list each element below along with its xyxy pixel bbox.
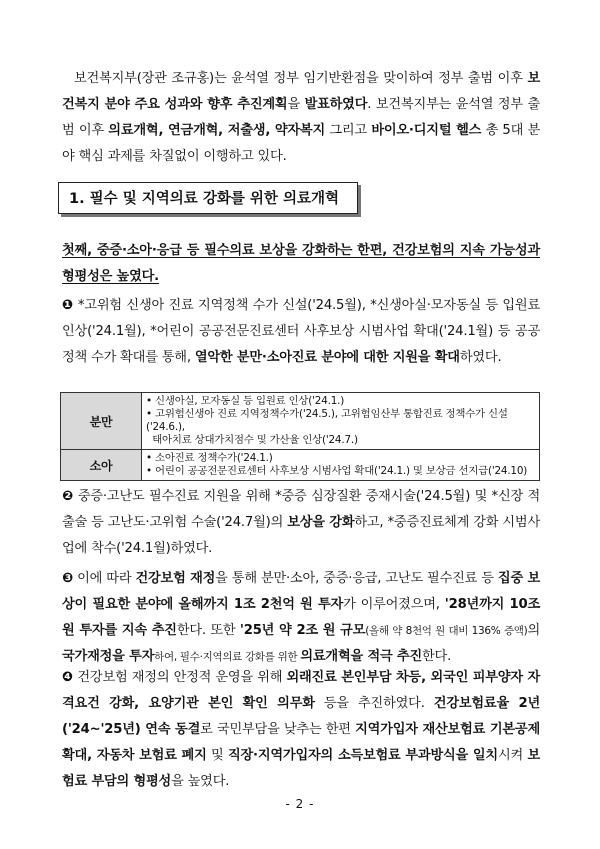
list-item xyxy=(62,293,540,371)
item-text: 한다. 또한 xyxy=(176,623,240,638)
item-bold: 외래진료 본인부담 차등, 외국인 피부양자 자격요건 강화, 요양기관 본인 확인 의무화 xyxy=(62,670,541,711)
item-small-text: (올해 약 8천억 원 대비 136% 증액) xyxy=(365,625,528,637)
table-row xyxy=(61,450,540,481)
table-item: • 소아진료 정책수가('24.1.) xyxy=(146,452,273,464)
item-bold: 건강보험료율 2년('24~'25년) 연속 동결 xyxy=(62,696,541,737)
item-bold: 열악한 분만·소아진료 분야에 대한 지원을 확대 xyxy=(194,350,460,365)
table-item: • 어린이 공공전문진료센터 사후보상 시범사업 확대('24.1.) 및 보상금 선지급('24.10) xyxy=(146,465,528,477)
intro-paragraph xyxy=(62,66,540,170)
item-text: 의 xyxy=(527,623,540,638)
section-title: 1. 필수 및 지역의료 강화를 위한 의료개혁 xyxy=(58,182,358,214)
item-text: 등을 추진하였다. xyxy=(314,696,434,711)
item-text: 건강보험 재정의 안정적 운영을 위해 xyxy=(73,670,287,685)
intro-bold: 보건복지 분야 주요 성과와 향후 추진계획 xyxy=(62,71,540,112)
intro-text: 총 5대 분야 핵심 과제를 차질없이 이행하고 있다. xyxy=(62,123,540,164)
intro-bold: 발표하였다 xyxy=(304,97,368,112)
item-marker: ❷ xyxy=(62,489,74,504)
table-cell xyxy=(142,393,540,450)
detail-table xyxy=(60,392,540,481)
intro-text: . 보건복지부는 윤석열 정부 출범 이후 xyxy=(62,97,540,138)
item-text: 하고, *중증진료체계 강화 시범사업에 착수('24.1월)하였다. xyxy=(62,515,540,556)
item-text: 가 이루어졌으며, xyxy=(343,597,445,612)
page-number: - 2 - xyxy=(285,797,315,811)
intro-bold: 의료개혁, 연금개혁, 저출생, 약자복지 xyxy=(108,123,326,138)
list-item xyxy=(62,566,540,670)
intro-text: 보건복지부(장관 조규홍)는 윤석열 정부 임기반환점을 맞이하여 정부 출범 이후 xyxy=(74,71,528,86)
item-bold: '25년 약 2조 원 규모 xyxy=(239,623,366,638)
item-text: *고위험 신생아 진료 지역정책 수가 신설('24.5월), *신생아실·모자동실 등 입원료 인상('24.1월), *어린이 공공전문진료센터 사후보상 시범사업 확대('24.1월) 등 공공정책 수가 확대를 통해, xyxy=(62,298,540,365)
table-item: • 고위험신생아 진료 지역정책수가('24.5.), 고위험임산부 통합진료 정책수가 신설('24.6.), xyxy=(146,408,508,433)
intro-bold: 바이오·디지털 헬스 xyxy=(371,123,482,138)
item-text: 하였다. xyxy=(459,350,502,365)
table-row xyxy=(61,393,540,450)
item-marker: ❸ xyxy=(62,571,74,586)
table-category: 분만 xyxy=(61,393,142,450)
item-text: 로 국민부담을 낮추는 한편 xyxy=(200,722,356,737)
item-marker: ❶ xyxy=(62,298,74,313)
item-bold: 보상을 강화 xyxy=(287,515,355,530)
item-text: 이에 따라 xyxy=(73,571,136,586)
item-text: 한다. xyxy=(422,649,452,664)
item-bold: 건강보험 재정 xyxy=(135,571,216,586)
list-item xyxy=(62,665,540,795)
table-item: • 신생아실, 모자동실 등 입원료 인상('24.1.) xyxy=(146,395,345,407)
item-text: 을 통해 분만·소아, 중증·응급, 고난도 필수진료 등 xyxy=(215,571,498,586)
item-bold: 지역가입자 재산보험료 기본공제 확대, 자동차 보험료 폐지 xyxy=(62,722,540,763)
item-text: 중증·고난도 필수진료 지원을 위해 *중증 심장질환 중재시술('24.5월) 및 *신장 적출술 등 고난도·고위험 수술('24.7월)의 xyxy=(62,489,540,530)
list-item xyxy=(62,484,540,562)
table-cell xyxy=(142,450,540,481)
item-text: 시켜 xyxy=(497,748,528,763)
item-bold: 집중 보상이 필요한 분야에 올해까지 1조 2천억 원 투자 xyxy=(62,571,540,612)
intro-text: 을 xyxy=(287,97,305,112)
intro-text: 그리고 xyxy=(325,123,372,138)
table-item: 태아치료 상대가치점수 및 가산율 인상('24.7.) xyxy=(146,434,358,446)
lead-statement: 첫째, 중증·소아·응급 등 필수의료 보상을 강화하는 한편, 건강보험의 지속 가능성과 형평성은 높였다. xyxy=(62,243,540,284)
item-bold: 국가재정을 투자 xyxy=(62,649,155,664)
item-marker: ❹ xyxy=(62,670,74,685)
item-bold: 직장·지역가입자의 소득보험료 부과방식을 일치 xyxy=(227,748,498,763)
item-text: 을 높였다. xyxy=(171,774,230,789)
item-text: 및 xyxy=(206,748,228,763)
item-bold: 보험료 부담의 형평성 xyxy=(62,748,540,789)
table-category: 소아 xyxy=(61,450,142,481)
item-bold: '28년까지 10조 원 투자를 지속 추진 xyxy=(62,597,540,638)
item-small-text: 하여, 필수·지역의료 강화를 위한 xyxy=(154,651,301,663)
item-bold: 의료개혁을 적극 추진 xyxy=(300,649,422,664)
